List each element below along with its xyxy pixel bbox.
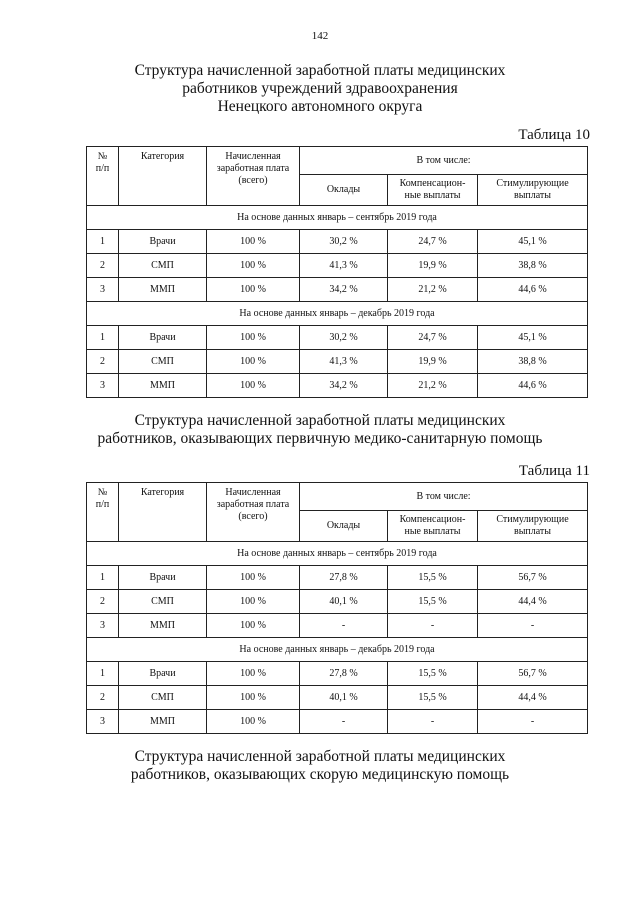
table-10-label: Таблица 10	[518, 127, 590, 143]
compensation-cell: -	[388, 614, 478, 638]
header-stimulating	[478, 175, 588, 206]
table-row	[87, 278, 588, 302]
section-title-1	[0, 62, 640, 116]
table-row	[87, 374, 588, 398]
title-line: Структура начисленной заработной платы медицинских	[134, 748, 506, 765]
total-cell: 100 %	[207, 662, 300, 686]
row-number: 2	[87, 686, 119, 710]
row-number: 2	[87, 350, 119, 374]
total-cell: 100 %	[207, 590, 300, 614]
header-text: №	[97, 151, 108, 162]
header-text: ные выплаты	[404, 526, 461, 537]
compensation-cell: 15,5 %	[388, 686, 478, 710]
table-row	[87, 662, 588, 686]
salary-cell: 40,1 %	[300, 686, 388, 710]
table-row	[87, 614, 588, 638]
header-compensation	[388, 511, 478, 542]
total-cell: 100 %	[207, 350, 300, 374]
header-text: Компенсацион-	[399, 178, 466, 189]
section-title: На основе данных январь – декабрь 2019 года	[87, 638, 588, 662]
table-row	[87, 710, 588, 734]
header-category: Категория	[119, 147, 207, 206]
salary-cell: 34,2 %	[300, 374, 388, 398]
category-cell: ММП	[119, 614, 207, 638]
row-number: 1	[87, 566, 119, 590]
row-number: 3	[87, 614, 119, 638]
section-title: На основе данных январь – сентябрь 2019 года	[87, 206, 588, 230]
section-title: На основе данных январь – декабрь 2019 года	[87, 302, 588, 326]
total-cell: 100 %	[207, 686, 300, 710]
header-total	[207, 147, 300, 206]
section-row	[87, 542, 588, 566]
table-row	[87, 350, 588, 374]
section-row	[87, 302, 588, 326]
table-10	[86, 146, 588, 398]
stimulating-cell: 56,7 %	[478, 566, 588, 590]
table-11-label: Таблица 11	[518, 463, 590, 479]
compensation-cell: 15,5 %	[388, 566, 478, 590]
row-number: 1	[87, 326, 119, 350]
table-row	[87, 326, 588, 350]
salary-cell: 41,3 %	[300, 254, 388, 278]
header-text: выплаты	[513, 190, 552, 201]
salary-cell: 30,2 %	[300, 326, 388, 350]
compensation-cell: 15,5 %	[388, 662, 478, 686]
salary-cell: 27,8 %	[300, 566, 388, 590]
stimulating-cell: -	[478, 710, 588, 734]
category-cell: ММП	[119, 374, 207, 398]
row-number: 1	[87, 230, 119, 254]
header-text: (всего)	[238, 511, 268, 522]
compensation-cell: 15,5 %	[388, 590, 478, 614]
category-cell: СМП	[119, 590, 207, 614]
row-number: 2	[87, 254, 119, 278]
header-including: В том числе:	[300, 483, 588, 511]
total-cell: 100 %	[207, 566, 300, 590]
salary-cell: -	[300, 710, 388, 734]
header-text: №	[97, 487, 108, 498]
category-cell: СМП	[119, 254, 207, 278]
table-11	[86, 482, 588, 734]
header-text: (всего)	[238, 175, 268, 186]
category-cell: Врачи	[119, 566, 207, 590]
title-line: Ненецкого автономного округа	[217, 98, 423, 115]
section-title: На основе данных январь – сентябрь 2019 года	[87, 542, 588, 566]
stimulating-cell: 45,1 %	[478, 326, 588, 350]
header-text: Компенсацион-	[399, 514, 466, 525]
header-row	[87, 147, 588, 175]
header-stimulating	[478, 511, 588, 542]
page-number: 142	[311, 30, 329, 42]
title-line: работников, оказывающих скорую медицинскую помощь	[130, 766, 510, 783]
salary-cell: -	[300, 614, 388, 638]
stimulating-cell: 44,6 %	[478, 278, 588, 302]
header-text: п/п	[95, 163, 110, 174]
category-cell: СМП	[119, 350, 207, 374]
compensation-cell: 24,7 %	[388, 230, 478, 254]
category-cell: СМП	[119, 686, 207, 710]
row-number: 3	[87, 278, 119, 302]
header-text: Стимулирующие	[496, 178, 569, 189]
total-cell: 100 %	[207, 230, 300, 254]
total-cell: 100 %	[207, 710, 300, 734]
row-number: 3	[87, 374, 119, 398]
header-text: ные выплаты	[404, 190, 461, 201]
header-text: выплаты	[513, 526, 552, 537]
stimulating-cell: 44,4 %	[478, 590, 588, 614]
salary-cell: 40,1 %	[300, 590, 388, 614]
compensation-cell: 24,7 %	[388, 326, 478, 350]
stimulating-cell: 44,4 %	[478, 686, 588, 710]
total-cell: 100 %	[207, 614, 300, 638]
category-cell: Врачи	[119, 230, 207, 254]
row-number: 3	[87, 710, 119, 734]
section-row	[87, 206, 588, 230]
total-cell: 100 %	[207, 326, 300, 350]
header-text: Начисленная	[225, 487, 281, 498]
stimulating-cell: 38,8 %	[478, 254, 588, 278]
stimulating-cell: 38,8 %	[478, 350, 588, 374]
row-number: 1	[87, 662, 119, 686]
table-row	[87, 230, 588, 254]
header-row	[87, 483, 588, 511]
header-category: Категория	[119, 483, 207, 542]
header-including: В том числе:	[300, 147, 588, 175]
stimulating-cell: 56,7 %	[478, 662, 588, 686]
header-text: заработная плата	[216, 499, 290, 510]
title-line: Структура начисленной заработной платы медицинских	[134, 62, 506, 79]
total-cell: 100 %	[207, 254, 300, 278]
stimulating-cell: 44,6 %	[478, 374, 588, 398]
table-row	[87, 686, 588, 710]
header-text: заработная плата	[216, 163, 290, 174]
compensation-cell: 19,9 %	[388, 350, 478, 374]
table-row	[87, 566, 588, 590]
header-text: Начисленная	[225, 151, 281, 162]
total-cell: 100 %	[207, 278, 300, 302]
section-title-3	[0, 748, 640, 784]
category-cell: ММП	[119, 278, 207, 302]
title-line: работников учреждений здравоохранения	[182, 80, 458, 97]
category-cell: ММП	[119, 710, 207, 734]
stimulating-cell: 45,1 %	[478, 230, 588, 254]
salary-cell: 34,2 %	[300, 278, 388, 302]
header-salary: Оклады	[300, 511, 388, 542]
compensation-cell: 19,9 %	[388, 254, 478, 278]
salary-cell: 41,3 %	[300, 350, 388, 374]
header-total	[207, 483, 300, 542]
category-cell: Врачи	[119, 662, 207, 686]
section-row	[87, 638, 588, 662]
header-compensation	[388, 175, 478, 206]
row-number: 2	[87, 590, 119, 614]
header-text: Стимулирующие	[496, 514, 569, 525]
salary-cell: 27,8 %	[300, 662, 388, 686]
header-num	[87, 483, 119, 542]
compensation-cell: 21,2 %	[388, 278, 478, 302]
header-salary: Оклады	[300, 175, 388, 206]
title-line: работников, оказывающих первичную медико-санитарную помощь	[97, 430, 543, 447]
title-line: Структура начисленной заработной платы медицинских	[134, 412, 506, 429]
table-row	[87, 590, 588, 614]
header-num	[87, 147, 119, 206]
compensation-cell: -	[388, 710, 478, 734]
section-title-2	[0, 412, 640, 448]
salary-cell: 30,2 %	[300, 230, 388, 254]
compensation-cell: 21,2 %	[388, 374, 478, 398]
header-text: п/п	[95, 499, 110, 510]
total-cell: 100 %	[207, 374, 300, 398]
category-cell: Врачи	[119, 326, 207, 350]
stimulating-cell: -	[478, 614, 588, 638]
table-row	[87, 254, 588, 278]
